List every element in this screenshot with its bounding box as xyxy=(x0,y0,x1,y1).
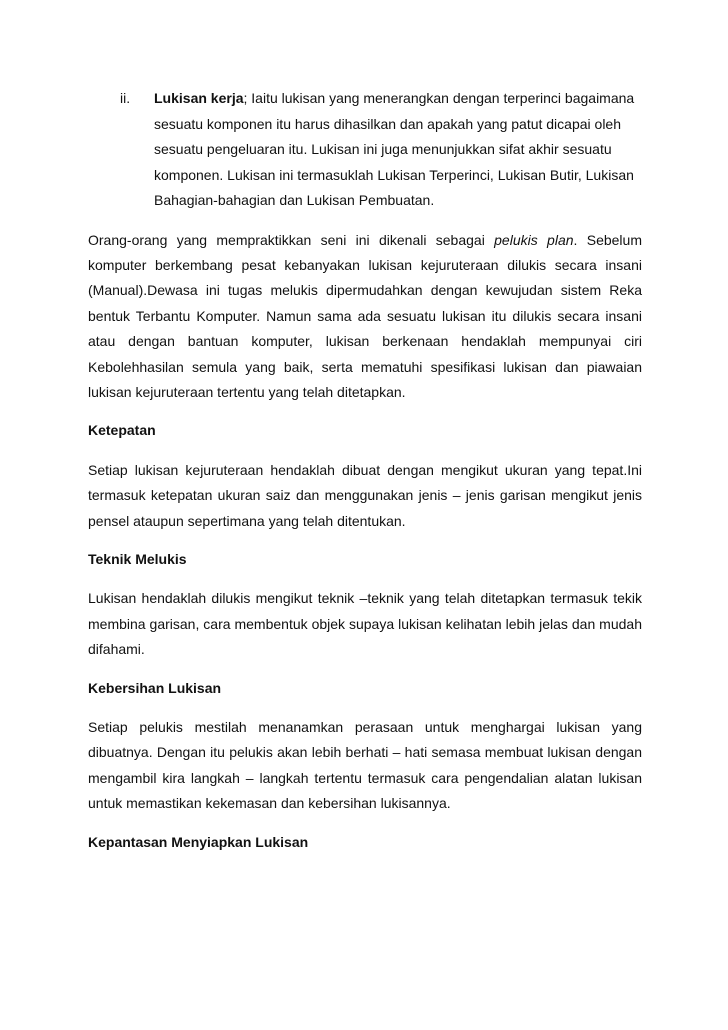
paragraph-ketepatan: Setiap lukisan kejuruteraan hendaklah dibuat dengan mengikut ukuran yang tepat.Ini termasuk ketepatan ukuran saiz dan menggunakan jenis – jenis garisan mengikut jenis pensel ataupun sepertimana yang telah ditentukan. xyxy=(88,461,642,529)
heading-kebersihan-lukisan: Kebersihan Lukisan xyxy=(88,679,222,696)
list-item-term: Lukisan kerja xyxy=(154,90,244,106)
heading-kepantasan-menyiapkan-lukisan: Kepantasan Menyiapkan Lukisan xyxy=(88,833,309,850)
heading-ketepatan: Ketepatan xyxy=(88,422,156,439)
heading-teknik-melukis: Teknik Melukis xyxy=(88,550,187,567)
intro-italic-term: pelukis plan xyxy=(494,231,574,248)
document-page xyxy=(88,86,642,855)
paragraph-kebersihan-lukisan: Setiap pelukis mestilah menanamkan perasaan untuk menghargai lukisan yang dibuatnya. Dengan itu pelukis akan lebih berhati – hati semasa membuat lukisan dengan mengambil kira langkah – langkah tertentu termasuk cara pengendalian alatan lukisan untuk memastikan kekemasan dan kebersihan lukisannya. xyxy=(88,719,642,812)
list-marker: ii. xyxy=(120,90,131,106)
list-item-lukisan-kerja xyxy=(120,86,642,214)
paragraph-teknik-melukis: Lukisan hendaklah dilukis mengikut teknik –teknik yang telah ditetapkan termasuk tekik membina garisan, cara membentuk objek supaya lukisan kelihatan lebih jelas dan mudah difahami. xyxy=(88,590,642,658)
list-item-description: ; Iaitu lukisan yang menerangkan dengan terperinci bagaimana sesuatu komponen itu harus dihasilkan dan apakah yang patut dicapai oleh sesuatu pengeluaran itu. Lukisan ini juga menunjukkan sifat akhir sesuatu komponen. Lukisan ini termasuklah Lukisan Terperinci, Lukisan Butir, Lukisan Bahagian-bahagian dan Lukisan Pembuatan. xyxy=(154,90,635,208)
intro-text-part1: Orang-orang yang mempraktikkan seni ini dikenali sebagai xyxy=(88,231,495,248)
intro-text-part2: . Sebelum komputer berkembang pesat kebanyakan lukisan kejuruteraan dilukis secara insani (Manual).Dewasa ini tugas melukis dipermudahkan dengan kewujudan sistem Reka bentuk Terbantu Komputer. Namun sama ada sesuatu lukisan itu dilukis secara insani atau dengan bantuan komputer, lukisan berkenaan hendaklah mempunyai ciri Kebolehhasilan semula yang baik, serta mematuhi spesifikasi lukisan dan piawaian lukisan kejuruteraan tertentu yang telah ditetapkan. xyxy=(88,231,642,400)
list-item-text xyxy=(154,86,642,214)
intro-paragraph xyxy=(88,228,642,406)
